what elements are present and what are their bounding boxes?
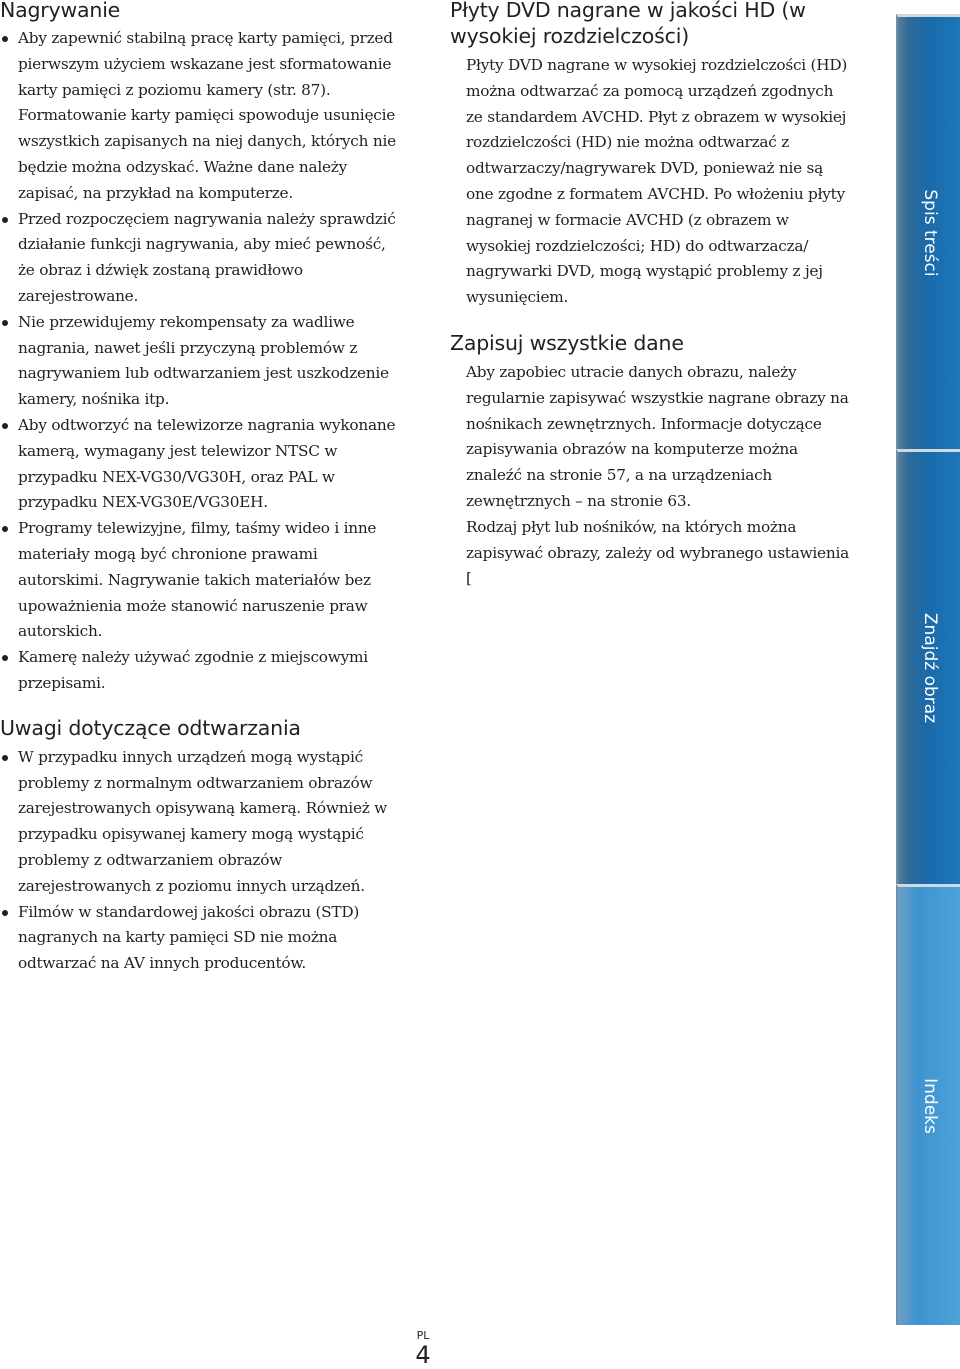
dvd-hd-text: Płyty DVD nagrane w wysokiej rozdzielczości (HD) można odtwarzać za pomocą urządzeń zgodnych ze standardem AVCHD. Płyt z obrazem w wysokiej rozdzielczości (HD) nie można odtwarzać z odtwarzaczy/nagrywarek DVD, ponieważ nie są one zgodne z formatem AVCHD. Po włożeniu płyty nagranej w formacie AVCHD (z obrazem w wysokiej rozdzielczości; HD) do odtwarzacza/ nagrywarki DVD, mogą wystąpić problemy z jej wysunięciem.: [466, 56, 848, 307]
tab-table-of-contents[interactable]: [896, 14, 960, 449]
list-item: Nie przewidujemy rekompensaty za wadliwe nagrania, nawet jeśli przyczyną problemów z nagrywaniem lub odtwarzaniem jest uszkodzenie kamery, nośnika itp.: [0, 310, 400, 413]
save-all-heading: Zapisuj wszystkie dane: [450, 330, 684, 355]
playback-list: [0, 745, 400, 977]
list-item: Kamerę należy używać zgodnie z miejscowymi przepisami.: [0, 645, 400, 697]
page-number: 4: [415, 1341, 431, 1369]
left-column: [0, 0, 400, 977]
recording-list: [0, 26, 400, 697]
playback-heading: Uwagi dotyczące odtwarzania: [0, 715, 301, 740]
recording-heading: Nagrywanie: [0, 0, 121, 22]
list-item: Aby odtworzyć na telewizorze nagrania wykonane kamerą, wymagany jest telewizor NTSC w przypadku NEX-VG30/VG30H, oraz PAL w przypadku NEX-VG30E/VG30EH.: [0, 413, 400, 516]
tab-label: Znajdź obraz: [920, 612, 940, 724]
language-code: PL: [416, 1329, 430, 1342]
tab-index[interactable]: [896, 884, 960, 1325]
list-item: Filmów w standardowej jakości obrazu (STD) nagranych na karty pamięci SD nie można odtwarzać na AV innych producentów.: [0, 900, 400, 977]
list-item: W przypadku innych urządzeń mogą wystąpić problemy z normalnym odtwarzaniem obrazów zarejestrowanych opisywaną kamerą. Również w przypadku opisywanej kamery mogą wystąpić problemy z odtwarzaniem obrazów zarejestrowanych z poziomu innych urządzeń.: [0, 745, 400, 900]
tab-label: Indeks: [920, 1078, 940, 1134]
page-footer: [412, 1330, 434, 1368]
list-item: Aby zapewnić stabilną pracę karty pamięci, przed pierwszym użyciem wskazane jest sformatowanie karty pamięci z poziomu kamery (str. 87). Formatowanie karty pamięci spowoduje usunięcie wszystkich zapisanych na niej danych, których nie będzie można odzyskać. Ważne dane należy zapisać, na przykład na komputerze.: [0, 26, 400, 207]
right-column: [450, 0, 850, 592]
save-all-text: Aby zapobiec utracie danych obrazu, należy regularnie zapisywać wszystkie nagrane obrazy na nośnikach zewnętrznych. Informacje dotyczące zapisywania obrazów na komputerze można znaleźć na stronie 57, a na urządzeniach zewnętrznych – na stronie 63.: [466, 362, 849, 510]
side-navigation: [896, 14, 960, 1322]
save-all-text: Rodzaj płyt lub nośników, na których można zapisywać obrazy, zależy od wybranego ustawienia [: [466, 517, 849, 588]
list-item: Przed rozpoczęciem nagrywania należy sprawdzić działanie funkcji nagrywania, aby mieć pewność, że obraz i dźwięk zostaną prawidłowo zarejestrowane.: [0, 207, 400, 310]
tab-find-image[interactable]: [896, 449, 960, 884]
list-item: Programy telewizyjne, filmy, taśmy wideo i inne materiały mogą być chronione prawami autorskimi. Nagrywanie takich materiałów bez upoważnienia może stanowić naruszenie praw autorskich.: [0, 516, 400, 645]
dvd-hd-heading: Płyty DVD nagrane w jakości HD (w wysokiej rozdzielczości): [450, 0, 806, 48]
tab-label: Spis treści: [920, 189, 940, 277]
